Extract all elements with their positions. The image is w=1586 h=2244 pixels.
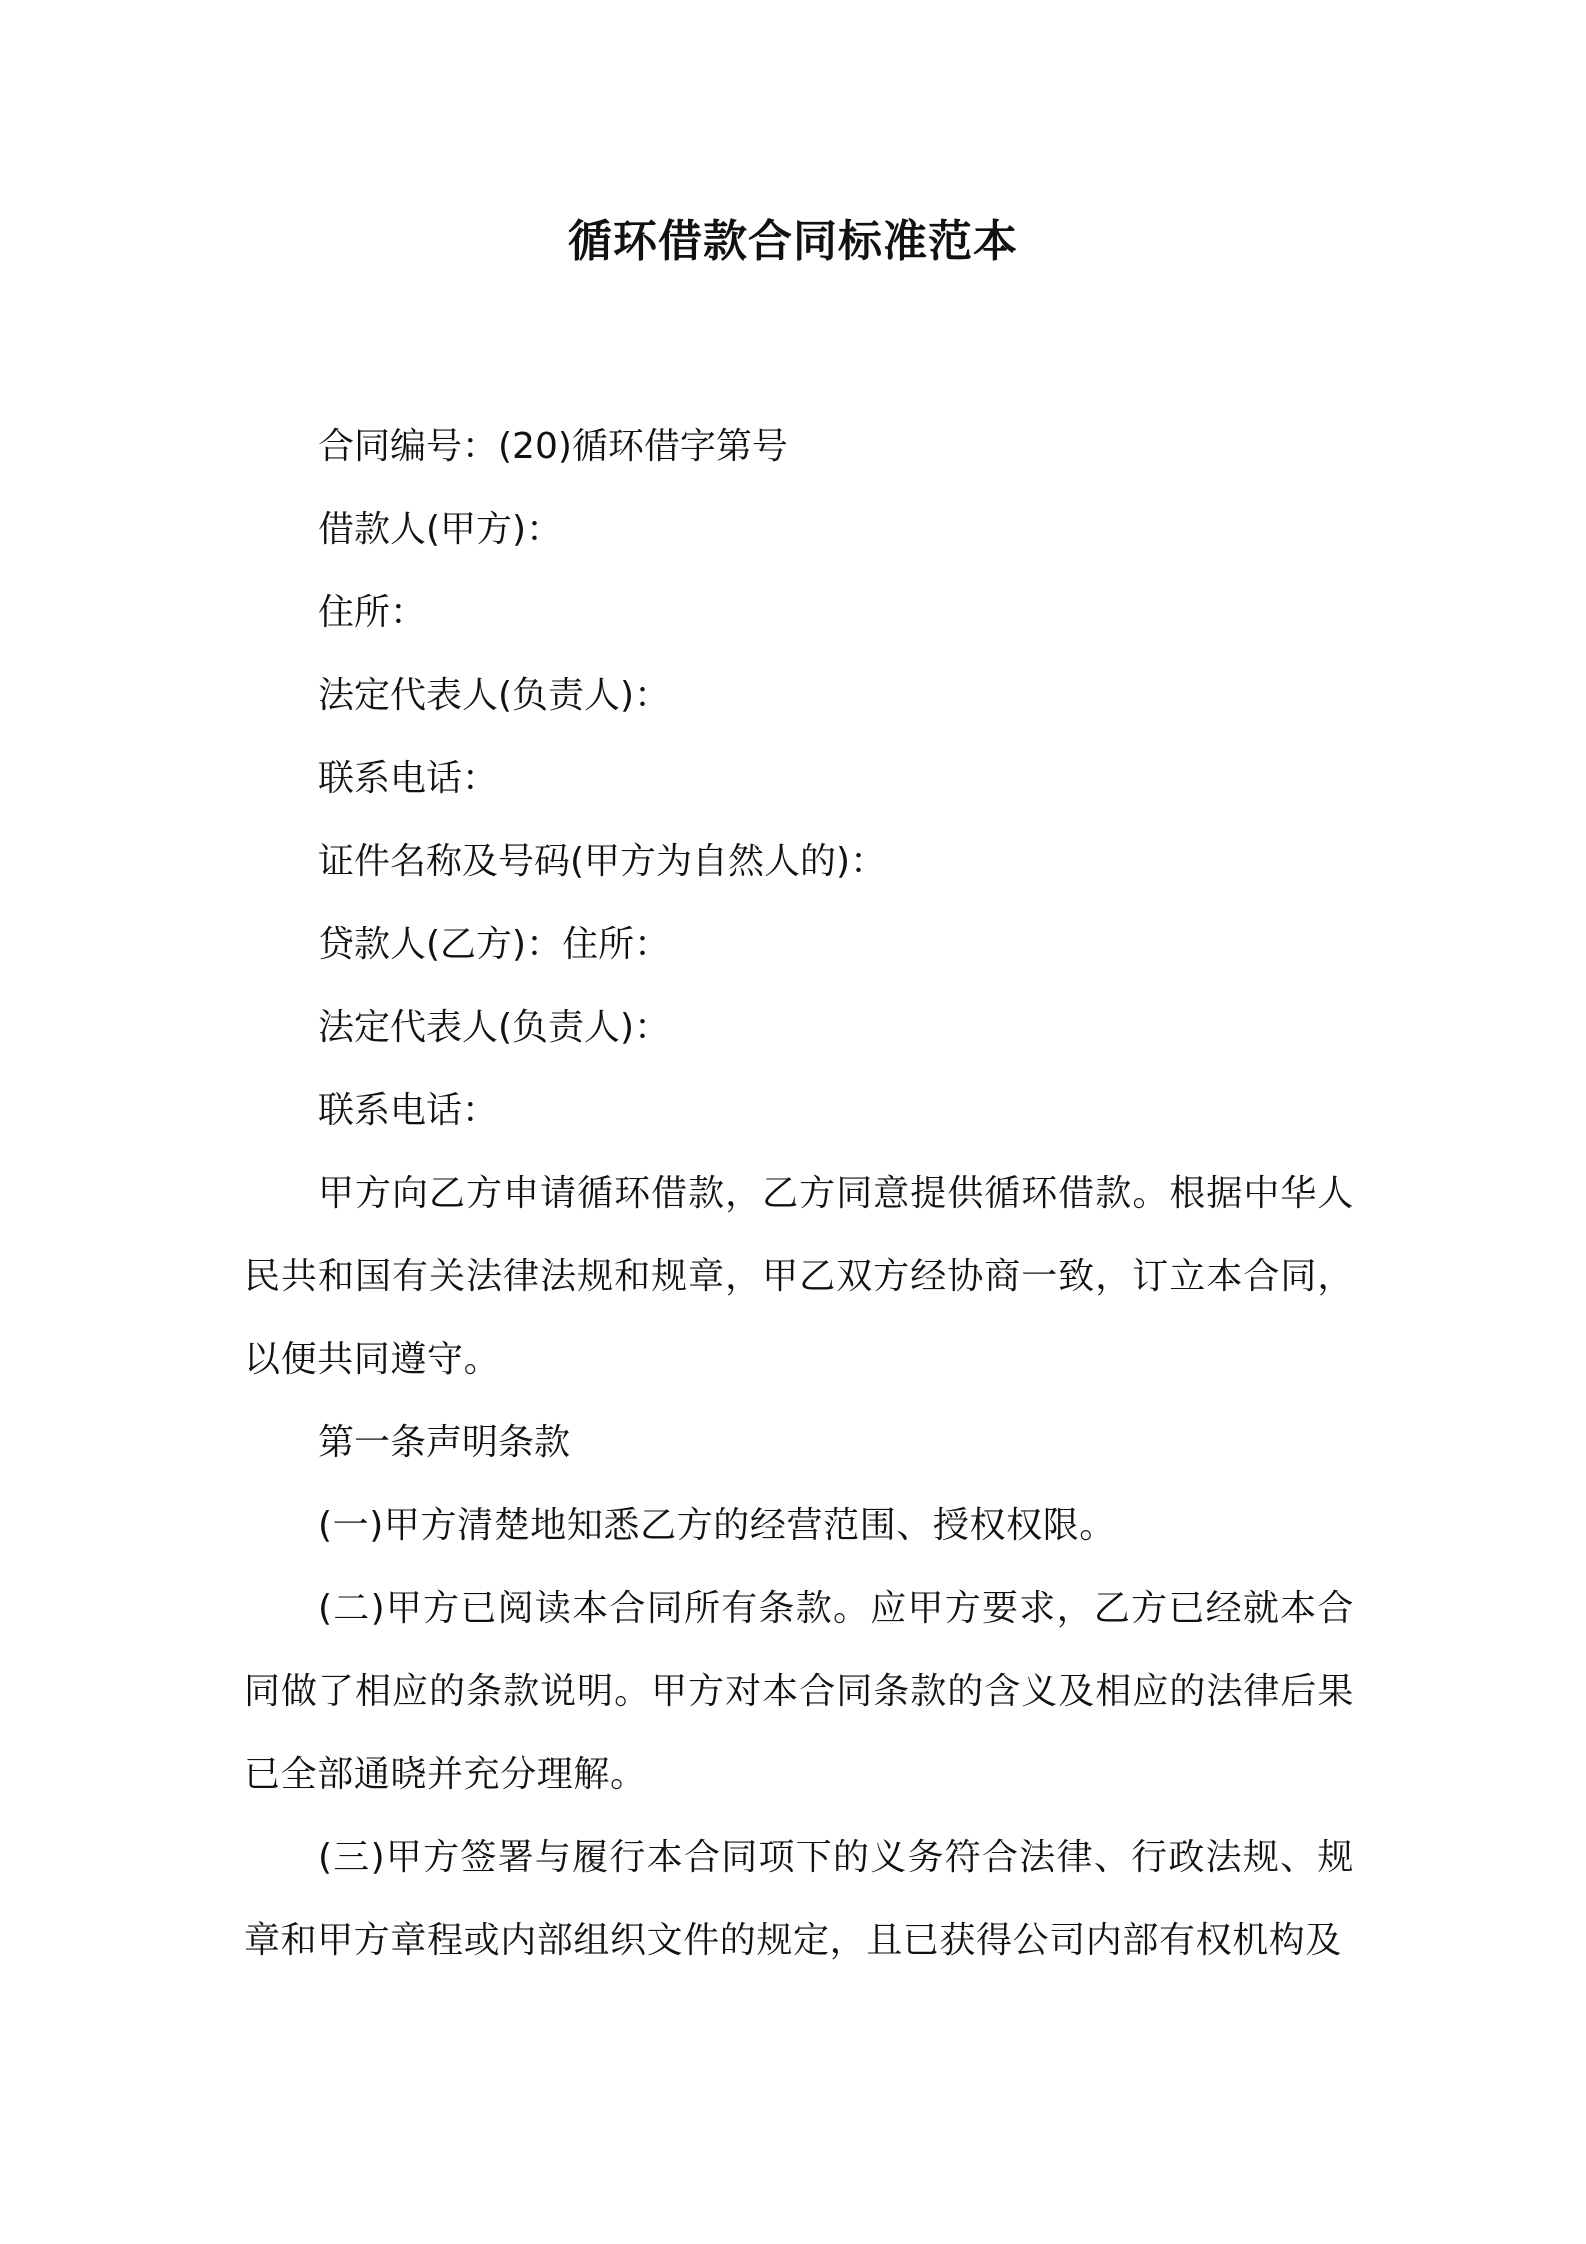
document-body xyxy=(244,405,1354,1982)
lender-field: 贷款人(乙方)：住所： xyxy=(318,924,671,965)
article-one-heading: 第一条声明条款 xyxy=(318,1422,571,1463)
contract-number-field: 合同编号：(20)循环借字第号 xyxy=(318,426,788,467)
borrower-address-field: 住所： xyxy=(318,592,427,633)
lender-legal-rep-field: 法定代表人(负责人)： xyxy=(318,1007,671,1048)
intro-paragraph: 甲方向乙方申请循环借款，乙方同意提供循环借款。根据中华人民共和国有关法律法规和规章，甲乙双方经协商一致，订立本合同，以便共同遵守。 xyxy=(244,1173,1354,1380)
id-document-field: 证件名称及号码(甲方为自然人的)： xyxy=(318,841,887,882)
borrower-phone-field: 联系电话： xyxy=(318,758,499,799)
clause-item: (一)甲方清楚地知悉乙方的经营范围、授权权限。 xyxy=(318,1505,1116,1546)
borrower-legal-rep-field: 法定代表人(负责人)： xyxy=(318,675,671,716)
clause-item: (三)甲方签署与履行本合同项下的义务符合法律、行政法规、规章和甲方章程或内部组织文件的规定，且已获得公司内部有权机构及 xyxy=(244,1837,1354,1961)
borrower-field: 借款人(甲方)： xyxy=(318,509,563,550)
clause-item: (二)甲方已阅读本合同所有条款。应甲方要求，乙方已经就本合同做了相应的条款说明。甲方对本合同条款的含义及相应的法律后果已全部通晓并充分理解。 xyxy=(244,1588,1354,1795)
document-title: 循环借款合同标准范本 xyxy=(568,216,1018,267)
lender-phone-field: 联系电话： xyxy=(318,1090,499,1131)
